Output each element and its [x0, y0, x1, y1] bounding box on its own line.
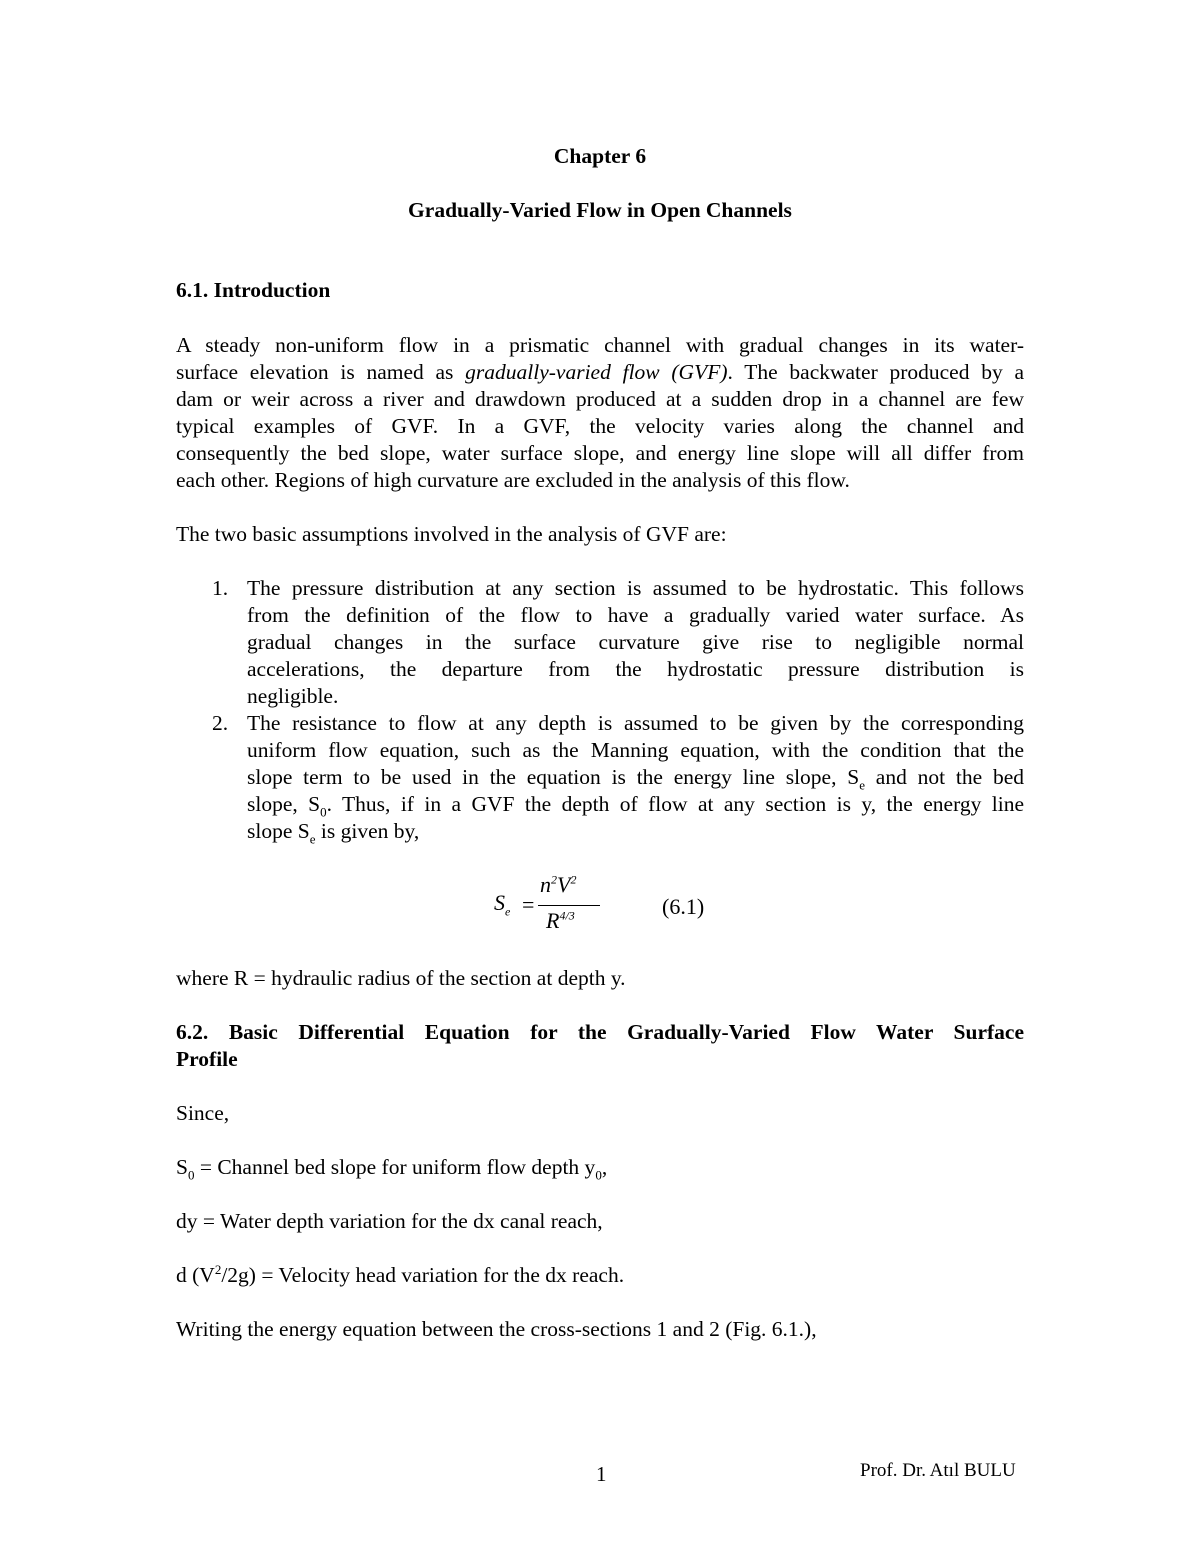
footer-author: Prof. Dr. Atıl BULU	[860, 1460, 1016, 1481]
text-line: The resistance to flow at any depth is assumed to be given by the corresponding	[247, 711, 1024, 735]
text-line: accelerations, the departure from the hydrostatic pressure distribution is	[247, 657, 1024, 681]
heading-line: Profile	[176, 1047, 238, 1071]
fraction-bar	[538, 905, 600, 906]
definition-s0: $S_0$ = Channel bed slope for uniform flow depth $y_0$,	[176, 1155, 608, 1183]
list-item	[176, 710, 1024, 845]
section-heading-introduction: 6.1. Introduction	[176, 278, 331, 302]
list-item	[176, 575, 1024, 710]
assumptions-intro: The two basic assumptions involved in the analysis of GVF are:	[176, 522, 727, 546]
energy-equation-intro: Writing the energy equation between the cross-sections 1 and 2 (Fig. 6.1.),	[176, 1317, 817, 1341]
chapter-title: Gradually-Varied Flow in Open Channels	[408, 198, 792, 222]
list-number: 1.	[212, 576, 229, 600]
since-text: Since,	[176, 1101, 230, 1125]
chapter-label: Chapter 6	[553, 144, 647, 168]
intro-paragraph	[176, 332, 1024, 494]
text-line: A steady non-uniform flow in a prismatic channel with gradual changes in its water-	[176, 333, 1024, 357]
text-line: slope, $S_0$. Thus, if in a GVF the depth of flow at any section is y, the energy line	[247, 792, 1025, 820]
gvf-term: gradually-varied flow (GVF)	[465, 360, 728, 384]
heading-line: 6.2. Basic Differential Equation for the Gradually-Varied Flow Water Surface	[176, 1020, 1024, 1044]
definition-dy: dy = Water depth variation for the dx canal reach,	[176, 1209, 603, 1233]
list-number: 2.	[212, 711, 229, 735]
equation-6-1	[494, 868, 734, 940]
text-line: each other. Regions of high curvature are excluded in the analysis of this flow.	[176, 468, 850, 492]
text-line: negligible.	[247, 684, 339, 708]
text-line: consequently the bed slope, water surface slope, and energy line slope will all differ from	[176, 441, 1024, 465]
text-line: dam or weir across a river and drawdown produced at a sudden drop in a channel are few	[176, 387, 1024, 411]
equation-numerator: $n^2V^2$	[540, 872, 577, 897]
equation-denominator: $R^{4/3}$	[546, 908, 575, 933]
text-line: slope $S_e$ is given by,	[247, 819, 420, 847]
equals-sign: =	[522, 892, 535, 917]
text-line: typical examples of GVF. In a GVF, the velocity varies along the channel and	[176, 414, 1024, 438]
text-line: gradual changes in the surface curvature give rise to negligible normal	[247, 630, 1024, 654]
where-definition: where R = hydraulic radius of the section at depth y.	[176, 966, 626, 990]
assumptions-list	[176, 575, 1024, 845]
text-line: slope term to be used in the equation is the energy line slope, $S_e$ and not the bed	[247, 765, 1024, 793]
text-line: uniform flow equation, such as the Manning equation, with the condition that the	[247, 738, 1024, 762]
text-line: The pressure distribution at any section is assumed to be hydrostatic. This follows	[247, 576, 1024, 600]
equation-number: (6.1)	[662, 894, 705, 919]
page-number: 1	[596, 1462, 607, 1486]
definition-velocity-head: d $(V^2/2g)$ = Velocity head variation for the dx reach.	[176, 1261, 625, 1287]
equation-lhs: $S_e$	[494, 890, 511, 919]
text-line: surface elevation is named as gradually-varied flow (GVF). The backwater produced by a	[176, 360, 1025, 384]
section-heading-basic-equation	[176, 1019, 1024, 1073]
text-line: from the definition of the flow to have a gradually varied water surface. As	[247, 603, 1024, 627]
